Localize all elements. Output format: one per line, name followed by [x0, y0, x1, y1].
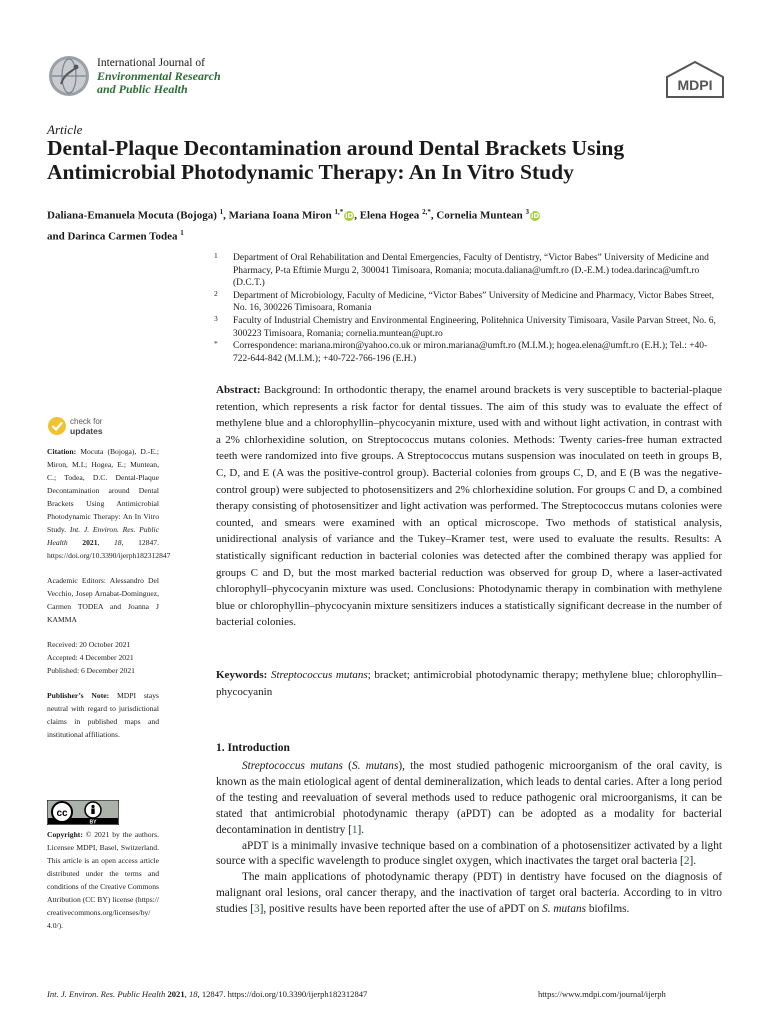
footer-volume: 18 — [188, 989, 198, 999]
text: ), the most studied pathogenic microorganism of the oral cavity, is known as the main etiological agent of dental demineralization, which leads to dental caries. After a long period of the testing and reevaluation of several methods used to reduce pathogenic oral microorganisms, it can be stated that antimicrobial photodynamic therapy (aPDT) can be adopted as a modality for bacterial decontamination in dentistry [ — [216, 760, 722, 836]
affiliation-item — [214, 340, 724, 365]
cc-by-license-icon[interactable] — [47, 800, 119, 825]
published-date: Published: 6 December 2021 — [47, 666, 135, 675]
abstract-label: Abstract: — [216, 384, 261, 396]
accepted-date: Accepted: 4 December 2021 — [47, 653, 134, 662]
check-for-updates-badge[interactable] — [47, 414, 167, 438]
paragraph — [216, 870, 722, 918]
orcid-icon[interactable]: iD — [345, 212, 354, 221]
footer-citation: Int. J. Environ. Res. Public Health 2021, 18, 12847. https://doi.org/10.3390/ijerph182312847 — [47, 989, 368, 999]
text: The main applications of photodynamic therapy (PDT) in dentistry have focused on the diagnosis of malignant oral lesions, oral cancer therapy, and the inactivation of target oral bacteria. According to in vitro studies [ — [216, 871, 722, 916]
author-affiliation-number: 1,* — [334, 208, 344, 216]
affiliation-number: * — [214, 339, 218, 349]
affiliation-item — [214, 252, 724, 290]
citation-block: Citation: Mocuta (Bojoga), D.-E.; Miron, M.I.; Hogea, E.; Muntean, C.; Todea, D.C. Dental-Plaque Decontamination around Dental Brackets Using Antimicrobial Photodynamic Therapy: An In Vitro Study. Int. J. Environ. Res. Public Health 2021, 18, 12847. https://doi.org/10.3390/ijerph182312847 — [47, 447, 171, 560]
affiliations — [214, 252, 724, 365]
affiliation-number: 1 — [214, 251, 218, 260]
check-updates-line2: updates — [70, 426, 103, 436]
citation-volume: 18 — [114, 538, 122, 547]
citation-year: 2021 — [82, 538, 98, 547]
footer-journal: Int. J. Environ. Res. Public Health — [47, 989, 166, 999]
author-affiliation-number: 2,* — [422, 208, 431, 216]
affiliation-number: 3 — [214, 313, 218, 323]
footer-year: 2021 — [167, 989, 185, 999]
paragraph — [216, 759, 722, 839]
journal-name — [97, 57, 221, 96]
journal-name-line3: and Public Health — [97, 82, 188, 96]
citation-link[interactable]: 3 — [253, 903, 260, 916]
author-name[interactable]: Elena Hogea — [359, 209, 420, 222]
text: ]. — [689, 855, 697, 868]
citation-doi[interactable]: , 12847. https://doi.org/10.3390/ijerph182312847 — [47, 538, 171, 560]
publisher-note-text: MDPI stays neutral with regard to jurisdictional claims in published maps and institutional affiliations. — [47, 691, 160, 739]
journal-name-line2: Environmental Research — [97, 69, 221, 83]
mdpi-logo-icon — [665, 61, 725, 99]
italic-term: Streptococcus mutans — [242, 760, 343, 772]
italic-term: S. mutans — [351, 760, 399, 772]
author-affiliation-number: 3 — [525, 208, 530, 216]
affiliation-text: Correspondence: mariana.miron@yahoo.co.uk or miron.mariana@umft.ro (M.I.M.); hogea.elena@umft.ro (E.H.); Tel.: +40-722-644-842 (M.I.M.); +40-722-766-196 (E.H.) — [233, 341, 708, 364]
affiliation-text: Department of Oral Rehabilitation and Dental Emergencies, Faculty of Dentistry, “Victor Babes” University of Medicine and Pharmacy, P-ta Eftimie Murgu 2, 300041 Timisoara, Romania; mocuta.daliana@umft.ro (D.-E.M.) todea.darinca@umft.ro (D.C.T.) — [233, 253, 709, 289]
author-name[interactable]: Cornelia Muntean — [436, 209, 523, 222]
introduction-body — [216, 759, 722, 918]
check-updates-line1: check for — [70, 417, 103, 426]
orcid-icon[interactable]: iD — [530, 212, 540, 221]
keywords — [216, 667, 722, 700]
author-name[interactable]: and Darinca Carmen Todea — [47, 230, 178, 243]
affiliation-item — [214, 290, 724, 315]
author-name[interactable]: Daliana-Emanuela Mocuta (Bojoga) — [47, 209, 217, 222]
article-type: Article — [47, 122, 83, 137]
citation-label: Citation: — [47, 447, 77, 456]
abstract-text: Background: In orthodontic therapy, the enamel around brackets is very susceptible to bacterial-plaque retention, which represents a risk factor for dental tissues. The aim of this study was to evaluate the effect of methylene blue and a chlorophyllin–phycocyanin mixture, used with and without light activation, in contrast with a 2% chlorhexidine solution, on Streptococcus mutans colonies. Methods: Twenty caries-free human extracted teeth were randomized into five groups. A Streptococcus mutans suspension was inoculated on teeth in groups B, C, D, and E (A was the positive-control group). Bacterial colonies from groups C, D, and E (B was the negative-control group) were subjected to photosensitizers and 2% chlorhexidine solution. For groups C and D, a combined therapy consisting of photosensitizer and light activation was performed. The Streptococcus mutans colonies were counted, and smears were examined with an optical microscope. Two methods of statistical analysis, unidirectional analysis of variance and the Tukey–Kramer test, were used to evaluate the results. Results: A statistically significant reduction in bacterial colonies was detected after the combined therapy was applied for groups C and D, but the most marked bacterial reduction was observed for group D, where a laser-activated chlorophyll–phycocyanin mixture was used. Conclusions: Photodynamic therapy in combination with methylene blue or chlorophyllin–phycocyanin mixture sensitizers induces a statistically significant decrease in the number of bacterial colonies. — [216, 384, 722, 629]
text: ]. — [357, 823, 365, 836]
journal-logo-icon — [47, 54, 91, 98]
received-date: Received: 20 October 2021 — [47, 640, 131, 649]
keywords-text: ; bracket; antimicrobial photodynamic therapy; methylene blue; chlorophyllin–phycocyanin — [216, 669, 722, 698]
citation-link[interactable]: 2 — [683, 855, 690, 868]
footer-doi[interactable]: , 12847. https://doi.org/10.3390/ijerph182312847 — [197, 989, 368, 999]
section-heading: 1. Introduction — [216, 742, 290, 754]
abstract — [216, 382, 722, 631]
italic-term: S. mutans — [542, 903, 587, 916]
author-name[interactable]: Mariana Ioana Miron — [228, 209, 332, 222]
citation-text: Mocuta (Bojoga), D.-E.; Miron, M.I.; Hogea, E.; Muntean, C.; Todea, D.C. Dental-Plaque Decontamination around Dental Brackets Using Antimicrobial Photodynamic Therapy: An In Vitro Study. — [47, 447, 159, 534]
author-list: Daliana-Emanuela Mocuta (Bojoga) $^1$, Mariana Ioana Miron $^{1,*}$iD, Elena Hogea $^{2,*}$, Cornelia Muntean $^3$iD and Darinca Carmen Todea $^1$ — [47, 208, 540, 243]
affiliation-number: 2 — [214, 288, 218, 298]
affiliation-item — [214, 315, 724, 340]
copyright-text: © 2021 by the authors. Licensee MDPI, Basel, Switzerland. This article is an open access article distributed under the terms and conditions of the Creative Commons Attribution (CC BY) license (https:// creativecommons.org/licenses/by/ 4.0/). — [47, 830, 159, 930]
publisher-note-label: Publisher’s Note: — [47, 691, 110, 700]
text: ( — [342, 760, 352, 772]
copyright-notice — [47, 828, 159, 932]
text: biofilms. — [586, 903, 630, 916]
svg-text:BY: BY — [89, 819, 97, 825]
affiliation-text: Department of Microbiology, Faculty of Medicine, “Victor Babes” University of Medicine and Pharmacy, Victor Babes Street, No. 16, 300226 Timisoara, Romania — [233, 290, 715, 314]
author-affiliation-number: 1 — [180, 228, 184, 237]
text: ], positive results have been reported after the use of aPDT on — [259, 903, 543, 916]
citation-journal: Int. J. Environ. Res. Public Health — [47, 525, 159, 547]
paragraph — [216, 839, 722, 871]
journal-name-line1: International Journal of — [97, 57, 205, 69]
keyword-italic: Streptococcus mutans — [270, 669, 368, 681]
mdpi-logo-text: MDPI — [677, 77, 713, 93]
footer-journal-url[interactable]: https://www.mdpi.com/journal/ijerph — [538, 989, 666, 999]
affiliation-text: Faculty of Industrial Chemistry and Environmental Engineering, Politehnica University Timisoara, Vasile Parvan Street, No. 6, 300223 Timisoara, Romania; cornelia.muntean@upt.ro — [233, 315, 716, 339]
svg-text:cc: cc — [56, 808, 68, 819]
publisher-note — [47, 689, 159, 741]
keywords-label: Keywords: — [216, 669, 268, 681]
citation-link[interactable]: 1 — [351, 823, 358, 836]
author-affiliation-number: 1 — [219, 208, 224, 216]
article-info-sidebar — [47, 445, 171, 753]
text: aPDT is a minimally invasive technique based on a combination of a photosensitizer activated by a light source with a specific wavelength to produce singlet oxygen, which inactivates the target oral bacteria [ — [216, 839, 722, 868]
academic-editors: Academic Editors: Alessandro Del Vecchio, Josep Arnabat-Dominguez, Carmen TODEA and Joanna J KAMMA — [47, 576, 159, 624]
dates-block — [47, 638, 159, 677]
copyright-label: Copyright: — [47, 830, 83, 839]
article-title: Dental-Plaque Decontamination around Dental Brackets Using Antimicrobial Photodynamic Therapy: An In Vitro Study — [47, 136, 625, 184]
